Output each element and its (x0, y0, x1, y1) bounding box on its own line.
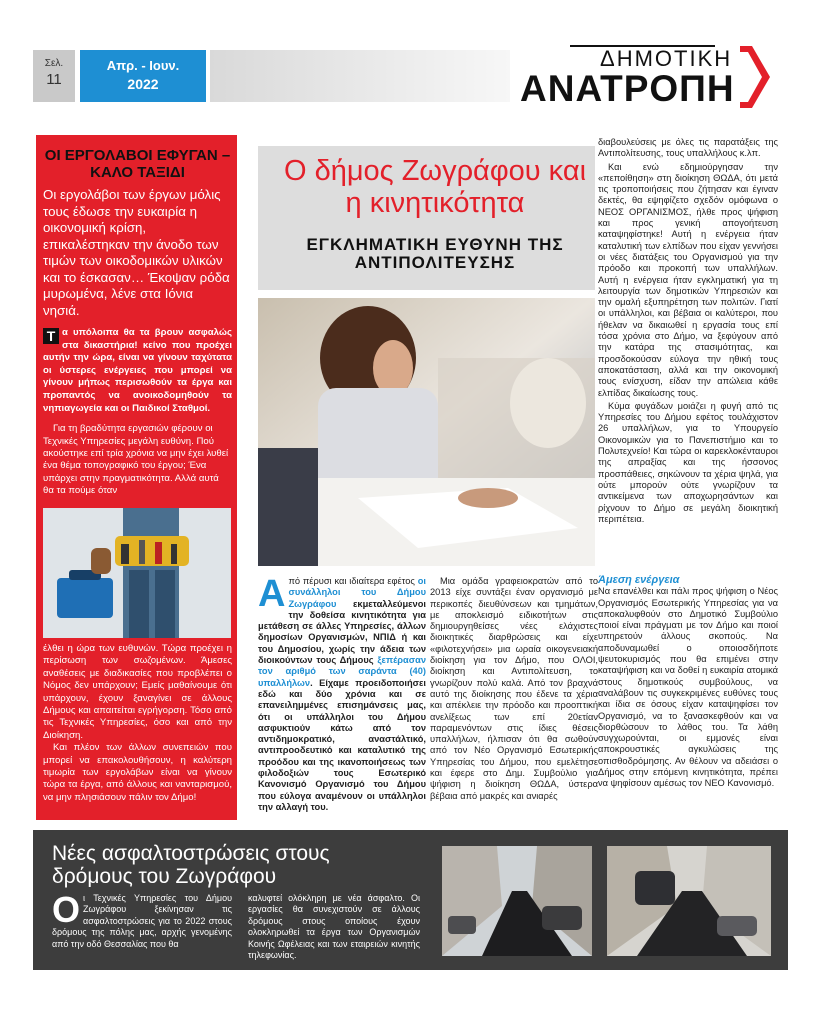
col3-paragraph-3: Κύμα φυγάδων μοιάζει η φυγή από τις Υπηρεσίες του Δήμου εφέτος τουλάχιστον 26 υπαλλήλων, για το Υπουργείο Οικονομικών για το Πανεπιστήμιο και το Πολυτεχνείο! Και τώρα οι καρεκλοκένταυροι της απραξίας και της ήσσονος προσπάθειες, σηκώνουν τα χέρια ψηλά, για ούτε μπορούν ούτε γνωρίζουν τα αντικείμενα των αποχωρησάντων και ρίχνουν το Δήμο σε μεγάλη διοικητική περιπέτεια. (598, 400, 778, 524)
article-column-4 (598, 575, 778, 790)
col1-highlight-2: ξεπέρασαν τον αριθμό των σαράντα (40) υπαλλήλων (258, 655, 426, 688)
col1-highlight-1: οι συνάλληλοι του Δήμου Ζωγράφου (288, 576, 426, 609)
asphalt-news-dropcap: Ο (52, 889, 81, 930)
article-subhead: Άμεση ενέργεια (598, 574, 680, 586)
street-photo-1 (442, 846, 592, 956)
logo-top-text: ΔΗΜΟΤΙΚΗ (600, 46, 733, 71)
sidebar-dropcap: Τ (43, 328, 59, 344)
sidebar-title: ΟΙ ΕΡΓΟΛΑΒΟΙ ΕΦΥΓΑΝ – ΚΑΛΟ ΤΑΞΙΔΙ (44, 147, 231, 181)
issue-date-box (80, 50, 206, 102)
asphalt-news-text-1-body: ι Τεχνικές Υπηρεσίες του Δήμου Ζωγράφου ξεκίνησαν τις ασφαλτοστρώσεις για το 2022 στους δρόμους της πόλης μας, αρχής γενομένης από την οδό Θεσσαλίας που θα (52, 893, 232, 949)
issue-year: 2022 (127, 76, 159, 92)
worker-photo (43, 508, 231, 638)
sidebar-paragraph-3: Και πλέον των άλλων συνεπειών που μπορεί να επακολουθήσουν, η καλύτερη τιμωρία των εργολάβων είναι να γίνουν τώρα τα έργα, από άλλους και νανταρισμού, να μην πλησιάσουν πάλιν τον Δήμο! (43, 742, 232, 803)
sidebar-highlight (43, 327, 232, 415)
asphalt-news-text-1 (52, 889, 232, 950)
logo-bottom-text: ΑΝΑΤΡΟΠΗ (520, 68, 735, 109)
col4-paragraph: Να επανέλθει και πάλι προς ψήφιση ο Νέος Οργανισμός Εσωτερικής Υπηρεσίας για να αποκαλυφθούν στο Δημοτικό Συμβούλιο ποιοί είναι πράγματι με τον Δήμο και ποιοί υπηρετούν άλλους σκοπούς. Να αποδυναμωθεί ο οποιοσδήποτε ψευτοκυρισμός που θα επιμένει στην καταψήφιση και να δοθεί η ευκαιρία ατομικά στους δημοτικούς συμβούλους, να αναλάβουν τις συγκεκριμένες ευθύνες τους και ίδια σε όσους είχαν καταψηφίσει τον Οργανισμό, να το ξανασκεφθούν και να διορθώσουν το λάθος του. Τα λάθη συγχωρούνται, οι εμμονές είναι αποκρουστικές αγκυλώσεις της οπισθοδρόμησης. Αν θέλουν να αδειάσει ο Δήμος στην επόμενη κινητικότητα, πρέπει να ψηφίσουν αμέσως τον ΝΕΟ Κανονισμό. (598, 586, 778, 789)
logo-arrow-icon (740, 46, 770, 108)
page-label: Σελ. (44, 58, 64, 69)
article-column-3 (598, 137, 778, 525)
page-number: 11 (46, 71, 62, 88)
article-column-2: Μια ομάδα γραφειοκρατών από το 2013 είχε συντάξει έναν οργανισμό με περικοπές διευθύνσεων και τμημάτων, με αποκλεισμό ειδικοτήτων στις δημιουργηθείσες νέες ελάχιστες διοικητικές διαρθρώσεις και είχε «φιλοτεχνήσει» μια ωραία οικογενειακή διοίκηση για τον Δήμο, που ΟΛΟΙ, διοίκηση και Αντιπολίτευση, το γνωρίζουν πολύ καλά. Από τον βραχνά αυτό της διοίκησης που έδενε τα χέρια και απέκλειε την πρόοδο και προοπτική ανελίξεως των επί 20ετίαν παραμενόντων στις ίδιες θέσεις υπαλλήλων, ήλπισαν ότι θα σωθούν από τον Νέο Οργανισμό Εσωτερικής Υπηρεσίας του Δήμου, που εμελέτησε και έφερε στο Δημ. Συμβούλιο για ψήφιση η διοίκηση ΘΩΔΑ, ύστερα βέβαια από μακρές και ανιαρές (430, 576, 598, 801)
col1-bold-2: . Είχαμε προειδοποιήσει εδώ και δύο χρόνια και σε επανειλημμένες επισημάνσεις μας, ότι οι υπάλληλοι του Δήμου ασφυκτιούν κάτω από τον αντιδημοκρατικό, αναστάλτικό, αντιπροοδευτικό και καταλυτικό της προόδου και της ικανοποιήσεως των φιλοδοξιών τους Εσωτερικό Κανονισμό Οργανισμό του Δήμου που εύλογα αναμένουν οι υπάλληλοι την αλλαγή του. (258, 677, 426, 812)
asphalt-news-title: Νέες ασφαλτοστρώσεις στους δρόμους του Ζωγράφου (52, 842, 330, 888)
asphalt-news-text-2: καλυφτεί ολόκληρη με νέα άσφαλτο. Οι εργασίες θα συνεχιστούν σε άλλους δρόμους στους οποίους έχουν ολοκληρωθεί τα έργα των Οργανισμών Κοινής Ωφέλειας και των εταιρειών κινητής τηλεφωνίας. (248, 893, 420, 961)
col3-paragraph-2: Και ενώ εδημιούργησαν την «πεποίθηση» στη διοίκηση ΘΩΔΑ, ότι μετά τις τροποποιήσεις που ζήτησαν και έγιναν δεκτές, θα εψηφίζετο σχεδόν ομόφωνα ο ΝΕΟΣ ΟΡΓΑΝΙΣΜΟΣ, ήλθε προς ψήφιση και προς γενική απογοήτευση καταψηφίστηκε! Αυτή η ενέργεια ήταν καταλυτική των ελπίδων που είχαν γεννήσει οι νέες διατάξεις του Οργανισμού για την πρόοδο και προκοπή των υπαλλήλων. Αυτή η ενέργεια ήταν εγκληματική για τη λειτουργία των δημοτικών Υπηρεσιών και την ομαλή εξυπηρέτηση των πολιτών. Γιατί οι υπάλληλοι, και βέβαια οι καλύτεροι, που ήθελαν να δικαιωθεί η εργασία τους επί τόσα χρόνια στο Δήμο, να ξεφύγουν από την κατάρα της στασιμότητας, και προσδοκούσαν εύλογα την ηθική τους αποκατάσταση, αλλά και την οικονομική τους ενίσχυση, είδαν την απώλεια κάθε ελπίδας δικαίωσης τους. (598, 161, 778, 398)
article-photo (258, 298, 595, 566)
issue-months: Απρ. - Ιουν. (106, 58, 180, 73)
sidebar-bottom-text (43, 643, 232, 804)
sidebar-content (43, 147, 232, 498)
street-photo-2 (607, 846, 771, 956)
article-dropcap: Α (258, 573, 286, 615)
col3-paragraph-1: διαβουλεύσεις με όλες τις παρατάξεις της Αντιπολίτευσης, τους υπαλλήλους κ.λπ. (598, 137, 778, 159)
article-title: Ο δήμος Ζωγράφου και η κινητικότητα (283, 155, 587, 219)
sidebar-paragraph-1: Για τη βραδύτητα εργασιών φέρουν οι Τεχνικές Υπηρεσίες μεγάλη ευθύνη. Πού ακούστηκε επί τρία χρόνια να μην έχει λυθεί ένα θέμα τοπογραφικό του έργου; Ένα υπάρχει στην πραγματικότητα. Αλλά αυτά θα τα πούμε όταν (43, 423, 229, 497)
sidebar-paragraph-2: έλθει η ώρα των ευθυνών. Τώρα προέχει η περίσωση των σωζομένων. Άμεσες αναθέσεις με διαδικασίες που προβλέπει ο Νόμος δεν υπάρχουν; Εμείς μαθαίνουμε ότι υπάρχουν, έχουν ξαναγίνει σε άλλους Δήμους και απαιτείται εγρήγορση. Τόσο από τις Τεχνικές Υπηρεσίες, όσο και από την Διοίκηση. (43, 643, 232, 741)
header-gradient-bar (210, 50, 510, 102)
sidebar-highlight-text: α υπόλοιπα θα τα βρουν ασφαλώς στα δικαστήρια! κείνο που προέχει αυτήν την ώρα, είναι να γίνουν ταχύτατα οι ύστερες ενέργειες που μπορεί να γίνουν μήπως περισωθούν τα έργα και προπαντός να ανοικοδομηθούν τα νηπιαγωγεία και οι Παιδικοί Σταθμοί. (43, 327, 232, 414)
article-column-1 (258, 573, 426, 813)
col1-intro: πό πέρυσι και ιδιαίτερα εφέτος (288, 576, 418, 586)
sidebar-lead: Οι εργολάβοι των έργων μόλις τους έδωσε την ευκαιρία η οικονομική κρίση, επικαλέστηκαν την άνοδο των τιμών των οικοδομικών υλικών και το έσκασαν… Έκοψαν ρόδα μυρωμένα, λένε στα Ιόνια νησιά. (43, 187, 230, 318)
page-number-box (33, 50, 75, 102)
article-subtitle: ΕΓΚΛΗΜΑΤΙΚΗ ΕΥΘΥΝΗ ΤΗΣ ΑΝΤΙΠΟΛΙΤΕΥΣΗΣ (306, 235, 564, 272)
col1-bold-1: εκμεταλλεύμενοι την δοθείσα κινητικότητα για μετάθεση σε άλλες Υπηρεσίες, άλλων δημοσίων Οργανισμών, ΝΠΙΔ ή και του Δημοσίου, χωρίς την άδεια των διοικούντων τους Δήμους (258, 598, 426, 666)
